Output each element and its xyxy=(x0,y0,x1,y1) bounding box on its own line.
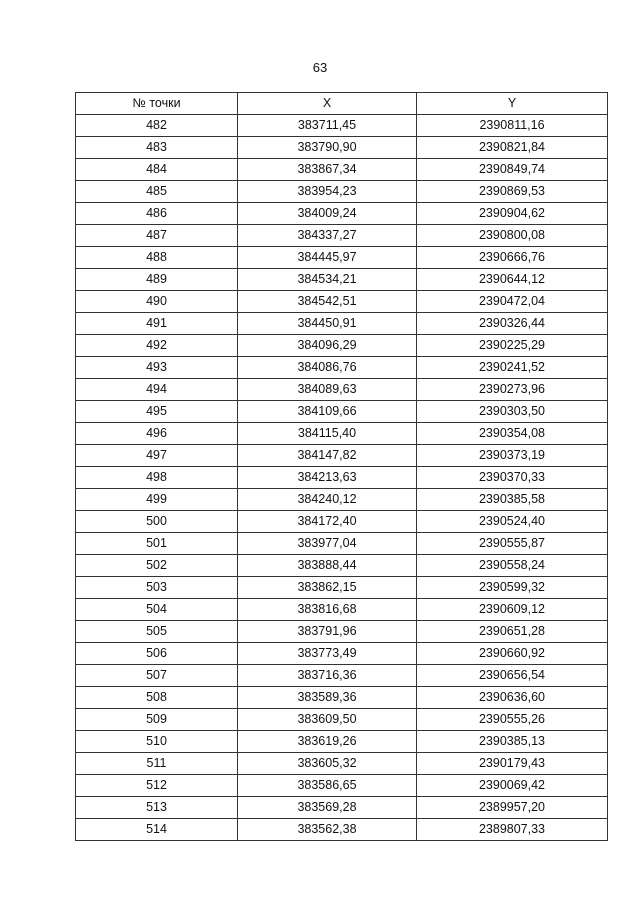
table-row xyxy=(76,819,608,841)
cell-x: 384534,21 xyxy=(238,269,417,291)
page-number: 63 xyxy=(312,60,328,75)
cell-x: 383816,68 xyxy=(238,599,417,621)
cell-y: 2390599,32 xyxy=(417,577,608,599)
cell-point-number: 509 xyxy=(76,709,238,731)
cell-x: 383716,36 xyxy=(238,665,417,687)
cell-x: 383862,15 xyxy=(238,577,417,599)
table-row xyxy=(76,115,608,137)
cell-x: 384089,63 xyxy=(238,379,417,401)
table-row xyxy=(76,577,608,599)
cell-y: 2390555,26 xyxy=(417,709,608,731)
cell-y: 2390326,44 xyxy=(417,313,608,335)
cell-x: 384450,91 xyxy=(238,313,417,335)
cell-y: 2390370,33 xyxy=(417,467,608,489)
cell-point-number: 512 xyxy=(76,775,238,797)
cell-x: 384115,40 xyxy=(238,423,417,445)
cell-point-number: 499 xyxy=(76,489,238,511)
cell-y: 2390660,92 xyxy=(417,643,608,665)
cell-y: 2390555,87 xyxy=(417,533,608,555)
cell-x: 383977,04 xyxy=(238,533,417,555)
table-row xyxy=(76,203,608,225)
cell-point-number: 506 xyxy=(76,643,238,665)
cell-y: 2390303,50 xyxy=(417,401,608,423)
cell-point-number: 504 xyxy=(76,599,238,621)
cell-point-number: 498 xyxy=(76,467,238,489)
cell-y: 2390609,12 xyxy=(417,599,608,621)
cell-point-number: 502 xyxy=(76,555,238,577)
cell-point-number: 485 xyxy=(76,181,238,203)
table-header-row xyxy=(76,93,608,115)
cell-x: 384147,82 xyxy=(238,445,417,467)
coordinates-table xyxy=(75,92,608,841)
cell-x: 383711,45 xyxy=(238,115,417,137)
table-row xyxy=(76,159,608,181)
cell-y: 2390385,58 xyxy=(417,489,608,511)
cell-x: 384213,63 xyxy=(238,467,417,489)
cell-y: 2390869,53 xyxy=(417,181,608,203)
table-row xyxy=(76,181,608,203)
table-row xyxy=(76,269,608,291)
cell-x: 384240,12 xyxy=(238,489,417,511)
cell-point-number: 501 xyxy=(76,533,238,555)
cell-point-number: 507 xyxy=(76,665,238,687)
cell-y: 2390354,08 xyxy=(417,423,608,445)
cell-point-number: 494 xyxy=(76,379,238,401)
cell-x: 384109,66 xyxy=(238,401,417,423)
cell-point-number: 486 xyxy=(76,203,238,225)
cell-point-number: 491 xyxy=(76,313,238,335)
cell-x: 384009,24 xyxy=(238,203,417,225)
cell-x: 384086,76 xyxy=(238,357,417,379)
header-x: X xyxy=(238,93,417,115)
cell-point-number: 482 xyxy=(76,115,238,137)
table-row xyxy=(76,599,608,621)
cell-point-number: 505 xyxy=(76,621,238,643)
cell-y: 2390241,52 xyxy=(417,357,608,379)
cell-y: 2390800,08 xyxy=(417,225,608,247)
table-row xyxy=(76,137,608,159)
table-row xyxy=(76,687,608,709)
cell-y: 2390656,54 xyxy=(417,665,608,687)
cell-x: 383773,49 xyxy=(238,643,417,665)
cell-x: 383609,50 xyxy=(238,709,417,731)
cell-x: 383790,90 xyxy=(238,137,417,159)
table-row xyxy=(76,665,608,687)
table-row xyxy=(76,423,608,445)
table-row xyxy=(76,445,608,467)
cell-y: 2390524,40 xyxy=(417,511,608,533)
table-row xyxy=(76,357,608,379)
table-row xyxy=(76,731,608,753)
cell-point-number: 497 xyxy=(76,445,238,467)
cell-point-number: 503 xyxy=(76,577,238,599)
cell-y: 2390179,43 xyxy=(417,753,608,775)
cell-point-number: 490 xyxy=(76,291,238,313)
cell-y: 2390373,19 xyxy=(417,445,608,467)
cell-point-number: 514 xyxy=(76,819,238,841)
cell-x: 383589,36 xyxy=(238,687,417,709)
cell-x: 383605,32 xyxy=(238,753,417,775)
cell-point-number: 493 xyxy=(76,357,238,379)
table-row xyxy=(76,467,608,489)
cell-x: 383569,28 xyxy=(238,797,417,819)
cell-point-number: 500 xyxy=(76,511,238,533)
cell-x: 384096,29 xyxy=(238,335,417,357)
cell-point-number: 495 xyxy=(76,401,238,423)
table-row xyxy=(76,709,608,731)
table-row xyxy=(76,335,608,357)
cell-x: 383562,38 xyxy=(238,819,417,841)
cell-y: 2390651,28 xyxy=(417,621,608,643)
table-row xyxy=(76,313,608,335)
table-row xyxy=(76,643,608,665)
cell-x: 384445,97 xyxy=(238,247,417,269)
table-row xyxy=(76,511,608,533)
cell-y: 2390273,96 xyxy=(417,379,608,401)
table-row xyxy=(76,247,608,269)
cell-x: 383954,23 xyxy=(238,181,417,203)
cell-x: 384172,40 xyxy=(238,511,417,533)
cell-y: 2390821,84 xyxy=(417,137,608,159)
table-row xyxy=(76,775,608,797)
cell-y: 2390811,16 xyxy=(417,115,608,137)
cell-y: 2390849,74 xyxy=(417,159,608,181)
cell-x: 384542,51 xyxy=(238,291,417,313)
cell-point-number: 510 xyxy=(76,731,238,753)
table-row xyxy=(76,291,608,313)
cell-y: 2390558,24 xyxy=(417,555,608,577)
table-row xyxy=(76,401,608,423)
cell-y: 2390069,42 xyxy=(417,775,608,797)
cell-point-number: 484 xyxy=(76,159,238,181)
cell-point-number: 483 xyxy=(76,137,238,159)
table-row xyxy=(76,533,608,555)
cell-point-number: 487 xyxy=(76,225,238,247)
cell-y: 2390472,04 xyxy=(417,291,608,313)
cell-y: 2390644,12 xyxy=(417,269,608,291)
header-y: Y xyxy=(417,93,608,115)
cell-x: 383888,44 xyxy=(238,555,417,577)
header-point-number: № точки xyxy=(76,93,238,115)
cell-x: 384337,27 xyxy=(238,225,417,247)
cell-y: 2390904,62 xyxy=(417,203,608,225)
cell-x: 383791,96 xyxy=(238,621,417,643)
table-row xyxy=(76,555,608,577)
table-row xyxy=(76,225,608,247)
cell-x: 383619,26 xyxy=(238,731,417,753)
cell-x: 383586,65 xyxy=(238,775,417,797)
table-row xyxy=(76,489,608,511)
cell-x: 383867,34 xyxy=(238,159,417,181)
cell-y: 2389957,20 xyxy=(417,797,608,819)
cell-y: 2390225,29 xyxy=(417,335,608,357)
cell-point-number: 488 xyxy=(76,247,238,269)
cell-y: 2390636,60 xyxy=(417,687,608,709)
table-row xyxy=(76,379,608,401)
cell-point-number: 489 xyxy=(76,269,238,291)
cell-point-number: 492 xyxy=(76,335,238,357)
table-body xyxy=(76,115,608,841)
table-row xyxy=(76,797,608,819)
cell-point-number: 508 xyxy=(76,687,238,709)
cell-y: 2389807,33 xyxy=(417,819,608,841)
cell-point-number: 496 xyxy=(76,423,238,445)
table-row xyxy=(76,621,608,643)
cell-y: 2390666,76 xyxy=(417,247,608,269)
cell-point-number: 513 xyxy=(76,797,238,819)
cell-y: 2390385,13 xyxy=(417,731,608,753)
cell-point-number: 511 xyxy=(76,753,238,775)
table-row xyxy=(76,753,608,775)
